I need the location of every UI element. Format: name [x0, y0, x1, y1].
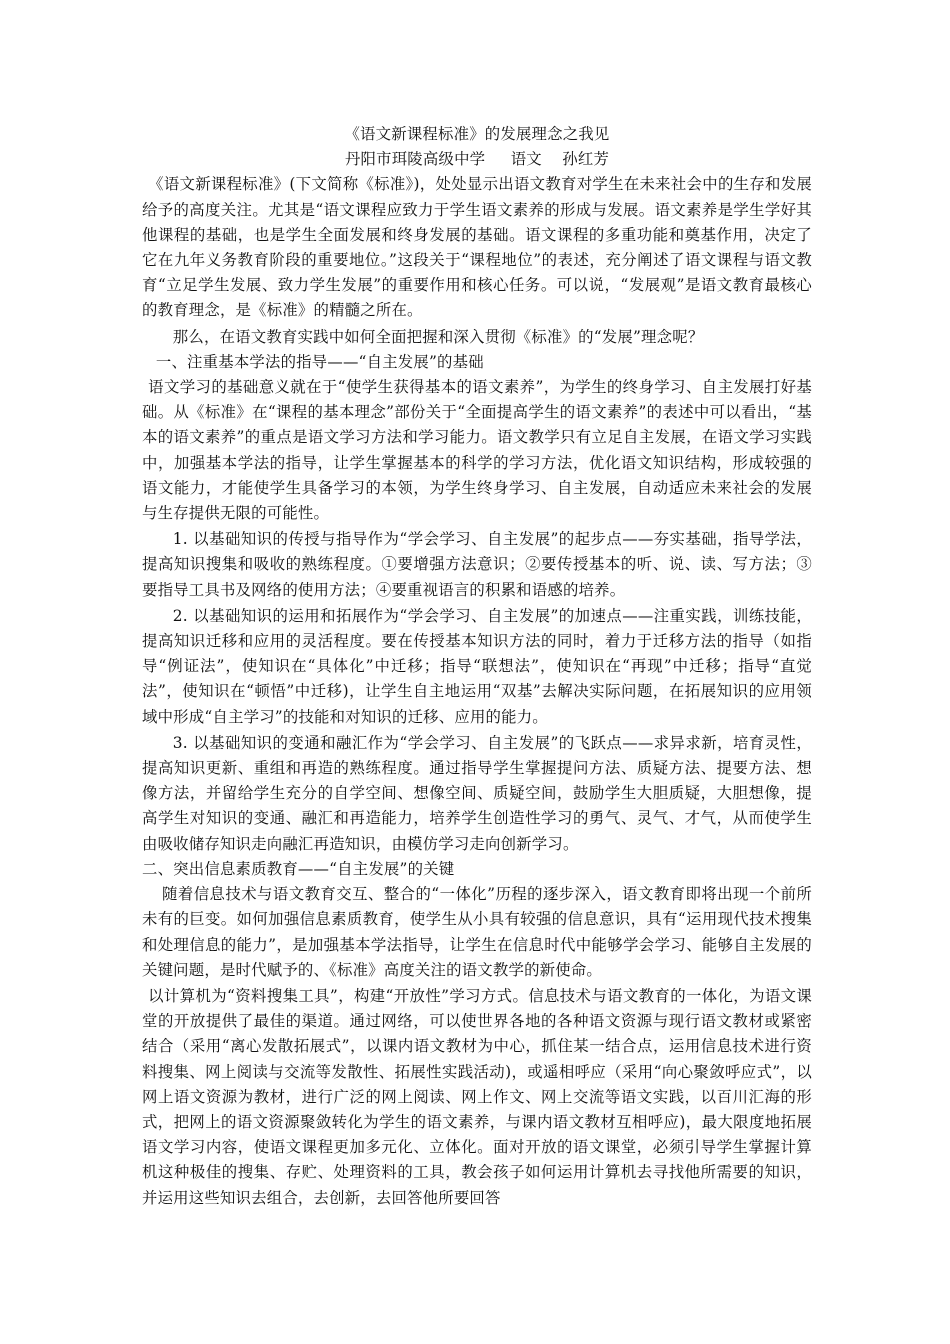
section-1-item-1: 1. 以基础知识的传授与指导作为“学会学习、自主发展”的起步点——夯实基础，指导学法，提高知识搜集和吸收的熟练程度。①要增强方法意识；②要传授基本的听、说、读、写方法；③要指导工具书及网络的使用方法；④要重视语言的积累和语感的培养。 [142, 530, 812, 599]
document-body [142, 122, 812, 1211]
section-2-heading: 二、突出信息素质教育——“自主发展”的关键 [142, 859, 455, 878]
question-paragraph: 那么，在语文教育实践中如何全面把握和深入贯彻《标准》的“发展”理念呢？ [172, 327, 704, 346]
section-1-heading: 一、注重基本学法的指导——“自主发展”的基础 [155, 352, 484, 371]
section-2-paragraph-1: 随着信息技术与语文教育交互、整合的“一体化”历程的逐步深入，语文教育即将出现一个前所未有的巨变。如何加强信息素质教育，使学生从小具有较强的信息意识，具有“运用现代技术搜集和处理信息的能力”，是加强基本学法指导，让学生在信息时代中能够学会学习、能够自主发展的关键问题，是时代赋予的、《标准》高度关注的语文教学的新使命。 [142, 885, 812, 979]
section-2-paragraph-2: 以计算机为“资料搜集工具”，构建“开放性”学习方式。信息技术与语文教育的一体化，为语文课堂的开放提供了最佳的渠道。通过网络，可以使世界各地的各种语文资源与现行语文教材或紧密结合（采用“离心发散拓展式”，以课内语文教材为中心，抓住某一结合点，运用信息技术进行资料搜集、网上阅读与交流等发散性、拓展性实践活动)，或遥相呼应（采用“向心聚敛呼应式”，以网上语文资源为教材，进行广泛的网上阅读、网上作文、网上交流等语文实践，以百川汇海的形式，把网上的语文资源聚敛转化为学生的语文素养，与课内语文教材互相呼应)，最大限度地拓展语文学习内容，使语文课程更加多元化、立体化。面对开放的语文课堂，必须引导学生掌握计算机这种极佳的搜集、存贮、处理资料的工具，教会孩子如何运用计算机去寻找他所需要的知识，并运用这些知识去组合，去创新，去回答他所要回答 [142, 986, 812, 1207]
document-byline: 丹阳市珥陵高级中学 语文 孙红芳 [344, 150, 610, 169]
section-1-item-3: 3. 以基础知识的变通和融汇作为“学会学习、自主发展”的飞跃点——求异求新，培育灵性，提高知识更新、重组和再造的熟练程度。通过指导学生掌握提问方法、质疑方法、提要方法、想像方法，并留给学生充分的自学空间、想像空间、质疑空间，鼓励学生大胆质疑，大胆想像，提高学生对知识的变通、融汇和再造能力，培养学生创造性学习的勇气、灵气、才气，从而使学生由吸收储存知识走向融汇再造知识，由模仿学习走向创新学习。 [142, 733, 812, 853]
document-title: 《语文新课程标准》的发展理念之我见 [344, 125, 610, 143]
section-1-intro: 语文学习的基础意义就在于“使学生获得基本的语文素养”，为学生的终身学习、自主发展打好基础。从《标准》在“课程的基本理念”部份关于“全面提高学生的语文素养”的表述中可以看出，“基本的语文素养”的重点是语文学习方法和学习能力。语文教学只有立足自主发展，在语文学习实践中，加强基本学法的指导，让学生掌握基本的科学的学习方法，优化语文知识结构，形成较强的语文能力，才能使学生具备学习的本领，为学生终身学习、自主发展，自动适应未来社会的发展与生存提供无限的可能性。 [142, 378, 812, 523]
section-1-item-2: 2. 以基础知识的运用和拓展作为“学会学习、自主发展”的加速点——注重实践，训练技能，提高知识迁移和应用的灵活程度。要在传授基本知识方法的同时，着力于迁移方法的指导（如指导“例证法”，使知识在“具体化”中迁移；指导“联想法”，使知识在“再现”中迁移；指导“直觉法”，使知识在“顿悟”中迁移)，让学生自主地运用“双基”去解决实际问题，在拓展知识的应用领域中形成“自主学习”的技能和对知识的迁移、应用的能力。 [142, 606, 812, 726]
intro-paragraph: 《语文新课程标准》(下文简称《标准》)，处处显示出语文教育对学生在未来社会中的生存和发展给予的高度关注。尤其是“语文课程应致力于学生语文素养的形成与发展。语文素养是学生学好其他课程的基础，也是学生全面发展和终身发展的基础。语文课程的多重功能和奠基作用，决定了它在九年义务教育阶段的重要地位。”这段关于“课程地位”的表述，充分阐述了语文课程与语文教育“立足学生发展、致力学生发展”的重要作用和核心任务。可以说，“发展观”是语文教育最核心的教育理念，是《标准》的精髓之所在。 [142, 175, 812, 320]
